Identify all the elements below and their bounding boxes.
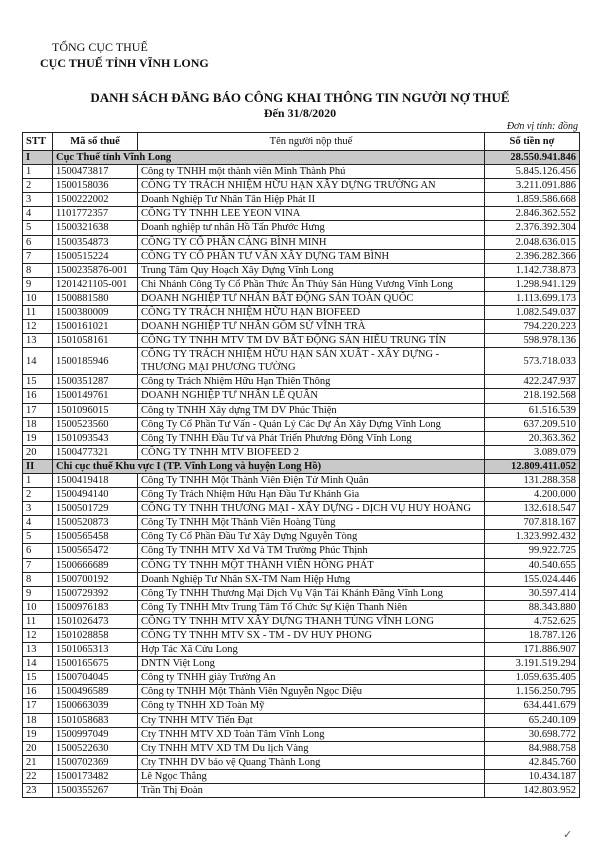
row-taxpayer-name: CÔNG TY TNHH THƯƠNG MẠI - XÂY DỰNG - DỊCH VỤ HUY HOÀNG xyxy=(138,502,485,516)
row-tax-code: 1500473817 xyxy=(53,165,138,179)
row-tax-code: 1500158036 xyxy=(53,179,138,193)
table-row xyxy=(23,629,580,643)
row-stt: 6 xyxy=(23,235,53,249)
row-amount: 10.434.187 xyxy=(485,769,580,783)
row-taxpayer-name: Trung Tâm Quy Hoạch Xây Dựng Vĩnh Long xyxy=(138,263,485,277)
group-total: 12.809.411.052 xyxy=(485,459,580,473)
row-stt: 3 xyxy=(23,193,53,207)
table-row xyxy=(23,277,580,291)
row-amount: 1.323.992.432 xyxy=(485,530,580,544)
table-row xyxy=(23,221,580,235)
row-amount: 1.082.549.037 xyxy=(485,306,580,320)
table-row xyxy=(23,488,580,502)
row-amount: 2.048.636.015 xyxy=(485,235,580,249)
row-tax-code: 1500173482 xyxy=(53,769,138,783)
row-taxpayer-name: Doanh Nghiệp Tư Nhân SX-TM Nam Hiệp Hưng xyxy=(138,572,485,586)
table-row xyxy=(23,375,580,389)
row-taxpayer-name: CÔNG TY TRÁCH NHIỆM HỮU HẠN BIOFEED xyxy=(138,306,485,320)
row-taxpayer-name: CÔNG TY TNHH MTV TM DV BẤT ĐỘNG SẢN HIẾU TRUNG TÍN xyxy=(138,334,485,348)
row-amount: 598.978.136 xyxy=(485,334,580,348)
row-stt: 14 xyxy=(23,657,53,671)
row-stt: 19 xyxy=(23,727,53,741)
table-row xyxy=(23,657,580,671)
row-tax-code: 1500380009 xyxy=(53,306,138,320)
row-tax-code: 1500165675 xyxy=(53,657,138,671)
row-tax-code: 1500354873 xyxy=(53,235,138,249)
row-tax-code: 1500881580 xyxy=(53,291,138,305)
row-taxpayer-name: Công Ty Cổ Phần Đầu Tư Xây Dựng Nguyễn Tòng xyxy=(138,530,485,544)
row-amount: 1.113.699.173 xyxy=(485,291,580,305)
row-taxpayer-name: CÔNG TY TNHH LEE YEON VINA xyxy=(138,207,485,221)
row-tax-code: 1500666689 xyxy=(53,558,138,572)
table-row xyxy=(23,784,580,798)
row-taxpayer-name: CÔNG TY TNHH MTV XÂY DỰNG THANH TÙNG VĨNH LONG xyxy=(138,614,485,628)
debtor-table xyxy=(22,132,580,798)
row-amount: 1.059.635.405 xyxy=(485,671,580,685)
row-stt: 13 xyxy=(23,643,53,657)
row-stt: 22 xyxy=(23,769,53,783)
row-amount: 5.845.126.456 xyxy=(485,165,580,179)
row-taxpayer-name: CÔNG TY TRÁCH NHIỆM HỮU HẠN XÂY DỰNG TRƯỜNG AN xyxy=(138,179,485,193)
row-amount: 1.859.586.668 xyxy=(485,193,580,207)
row-taxpayer-name: CÔNG TY TNHH MỘT THÀNH VIÊN HỒNG PHÁT xyxy=(138,558,485,572)
table-row xyxy=(23,713,580,727)
row-amount: 2.846.362.552 xyxy=(485,207,580,221)
row-tax-code: 1500235876-001 xyxy=(53,263,138,277)
row-tax-code: 1501058161 xyxy=(53,334,138,348)
row-amount: 637.209.510 xyxy=(485,417,580,431)
row-amount: 1.298.941.129 xyxy=(485,277,580,291)
table-row xyxy=(23,741,580,755)
row-taxpayer-name: Doanh nghiệp tư nhân Hồ Tấn Phước Hưng xyxy=(138,221,485,235)
table-row xyxy=(23,600,580,614)
row-amount: 61.516.539 xyxy=(485,403,580,417)
table-row xyxy=(23,699,580,713)
row-tax-code: 1501058683 xyxy=(53,713,138,727)
row-stt: 5 xyxy=(23,221,53,235)
unit-note: Đơn vị tính: đồng xyxy=(506,121,578,132)
table-row xyxy=(23,263,580,277)
row-tax-code: 1500997049 xyxy=(53,727,138,741)
row-taxpayer-name: DOANH NGHIỆP TƯ NHÂN GỐM SỨ VĨNH TRÀ xyxy=(138,320,485,334)
col-header-tax-code: Mã số thuế xyxy=(53,133,138,151)
table-row xyxy=(23,558,580,572)
row-stt: 4 xyxy=(23,207,53,221)
row-stt: 15 xyxy=(23,671,53,685)
row-tax-code: 1500522630 xyxy=(53,741,138,755)
table-row xyxy=(23,431,580,445)
table-row xyxy=(23,769,580,783)
row-taxpayer-name: Cty TNHH MTV Tiến Đạt xyxy=(138,713,485,727)
table-row xyxy=(23,502,580,516)
row-amount: 131.288.358 xyxy=(485,473,580,487)
row-stt: 12 xyxy=(23,320,53,334)
row-tax-code: 1500729392 xyxy=(53,586,138,600)
table-row xyxy=(23,403,580,417)
row-amount: 422.247.937 xyxy=(485,375,580,389)
row-stt: 18 xyxy=(23,417,53,431)
row-tax-code: 1500494140 xyxy=(53,488,138,502)
table-row xyxy=(23,348,580,375)
row-taxpayer-name: DOANH NGHIỆP TƯ NHÂN BẤT ĐỘNG SẢN TOÀN QUỐC xyxy=(138,291,485,305)
row-taxpayer-name: Doanh Nghiệp Tư Nhân Tân Hiệp Phát II xyxy=(138,193,485,207)
row-amount: 20.363.362 xyxy=(485,431,580,445)
table-row xyxy=(23,755,580,769)
row-stt: 17 xyxy=(23,699,53,713)
row-tax-code: 1500501729 xyxy=(53,502,138,516)
row-tax-code: 1201421105-001 xyxy=(53,277,138,291)
row-taxpayer-name: Công ty TNHH một thành viên Minh Thành Phú xyxy=(138,165,485,179)
row-tax-code: 1500565458 xyxy=(53,530,138,544)
row-amount: 142.803.952 xyxy=(485,784,580,798)
row-tax-code: 1500419418 xyxy=(53,473,138,487)
group-row xyxy=(23,151,580,165)
row-taxpayer-name: Cty TNHH DV bảo vệ Quang Thành Long xyxy=(138,755,485,769)
table-header-row xyxy=(23,133,580,151)
row-stt: 13 xyxy=(23,334,53,348)
row-stt: 12 xyxy=(23,629,53,643)
row-tax-code: 1501065313 xyxy=(53,643,138,657)
row-taxpayer-name: Công ty TNHH XD Toàn Mỹ xyxy=(138,699,485,713)
document-subtitle: Đến 31/8/2020 xyxy=(263,106,337,120)
row-taxpayer-name: Công ty Trách Nhiệm Hữu Hạn Thiên Thông xyxy=(138,375,485,389)
table-row xyxy=(23,445,580,459)
row-stt: 4 xyxy=(23,516,53,530)
row-tax-code: 1500663039 xyxy=(53,699,138,713)
group-stt: II xyxy=(23,459,53,473)
row-stt: 7 xyxy=(23,249,53,263)
row-stt: 18 xyxy=(23,713,53,727)
row-tax-code: 1500702369 xyxy=(53,755,138,769)
table-row xyxy=(23,671,580,685)
row-amount: 1.142.738.873 xyxy=(485,263,580,277)
row-taxpayer-name: Công ty TNHH Xây dựng TM DV Phúc Thiện xyxy=(138,403,485,417)
row-taxpayer-name: CÔNG TY TNHH MTV SX - TM - DV HUY PHONG xyxy=(138,629,485,643)
row-amount: 171.886.907 xyxy=(485,643,580,657)
row-amount: 65.240.109 xyxy=(485,713,580,727)
row-tax-code: 1500520873 xyxy=(53,516,138,530)
table-row xyxy=(23,643,580,657)
row-amount: 155.024.446 xyxy=(485,572,580,586)
row-tax-code: 1500704045 xyxy=(53,671,138,685)
row-amount: 634.441.679 xyxy=(485,699,580,713)
org-parent: TỔNG CỤC THUẾ xyxy=(52,40,148,54)
row-taxpayer-name: CÔNG TY TRÁCH NHIỆM HỮU HẠN SẢN XUẤT - XÂY DỰNG - THƯƠNG MẠI PHƯƠNG TƯỜNG xyxy=(138,348,485,375)
row-amount: 84.988.758 xyxy=(485,741,580,755)
row-amount: 707.818.167 xyxy=(485,516,580,530)
row-taxpayer-name: Công Ty TNHH Một Thành Viên Hoàng Tùng xyxy=(138,516,485,530)
row-stt: 11 xyxy=(23,614,53,628)
group-name: Cục Thuế tỉnh Vĩnh Long xyxy=(53,151,485,165)
table-row xyxy=(23,320,580,334)
row-taxpayer-name: Trần Thị Đoàn xyxy=(138,784,485,798)
row-taxpayer-name: Chi Nhánh Công Ty Cổ Phần Thức Ăn Thủy Sản Hùng Vương Vĩnh Long xyxy=(138,277,485,291)
row-tax-code: 1500321638 xyxy=(53,221,138,235)
row-stt: 1 xyxy=(23,473,53,487)
row-tax-code: 1500700192 xyxy=(53,572,138,586)
table-row xyxy=(23,586,580,600)
row-stt: 8 xyxy=(23,572,53,586)
row-amount: 573.718.033 xyxy=(485,348,580,375)
row-amount: 1.156.250.795 xyxy=(485,685,580,699)
row-taxpayer-name: DOANH NGHIỆP TƯ NHÂN LÊ QUÂN xyxy=(138,389,485,403)
row-tax-code: 1500565472 xyxy=(53,544,138,558)
col-header-stt: STT xyxy=(23,133,53,151)
row-amount: 42.845.760 xyxy=(485,755,580,769)
row-stt: 20 xyxy=(23,445,53,459)
row-amount: 3.191.519.294 xyxy=(485,657,580,671)
row-tax-code: 1500515224 xyxy=(53,249,138,263)
row-taxpayer-name: Công Ty Trách Nhiệm Hữu Hạn Đầu Tư Khánh Gia xyxy=(138,488,485,502)
table-row xyxy=(23,685,580,699)
group-name: Chi cục thuế Khu vực I (TP. Vĩnh Long và huyện Long Hồ) xyxy=(53,459,485,473)
table-row xyxy=(23,249,580,263)
row-stt: 11 xyxy=(23,306,53,320)
row-amount: 30.698.772 xyxy=(485,727,580,741)
row-tax-code: 1500355267 xyxy=(53,784,138,798)
row-taxpayer-name: Công Ty TNHH Thương Mại Dịch Vụ Vận Tải Khánh Đăng Vĩnh Long xyxy=(138,586,485,600)
row-tax-code: 1500149761 xyxy=(53,389,138,403)
row-amount: 218.192.568 xyxy=(485,389,580,403)
table-row xyxy=(23,544,580,558)
table-row xyxy=(23,165,580,179)
row-stt: 3 xyxy=(23,502,53,516)
row-stt: 10 xyxy=(23,291,53,305)
row-taxpayer-name: Hợp Tác Xã Cửu Long xyxy=(138,643,485,657)
row-stt: 14 xyxy=(23,348,53,375)
table-row xyxy=(23,306,580,320)
row-stt: 8 xyxy=(23,263,53,277)
row-tax-code: 1500222002 xyxy=(53,193,138,207)
row-taxpayer-name: Công Ty Cổ Phần Tư Vấn - Quản Lý Các Dự Án Xây Dựng Vĩnh Long xyxy=(138,417,485,431)
row-amount: 2.396.282.366 xyxy=(485,249,580,263)
row-tax-code: 1500477321 xyxy=(53,445,138,459)
row-stt: 5 xyxy=(23,530,53,544)
row-stt: 20 xyxy=(23,741,53,755)
group-row xyxy=(23,459,580,473)
row-tax-code: 1500161021 xyxy=(53,320,138,334)
row-tax-code: 1501026473 xyxy=(53,614,138,628)
row-stt: 6 xyxy=(23,544,53,558)
row-stt: 9 xyxy=(23,586,53,600)
row-stt: 23 xyxy=(23,784,53,798)
row-amount: 4.200.000 xyxy=(485,488,580,502)
table-row xyxy=(23,572,580,586)
row-tax-code: 1500496589 xyxy=(53,685,138,699)
row-tax-code: 1500976183 xyxy=(53,600,138,614)
row-taxpayer-name: CÔNG TY CỔ PHẦN CẢNG BÌNH MINH xyxy=(138,235,485,249)
group-total: 28.550.941.846 xyxy=(485,151,580,165)
row-amount: 3.211.091.886 xyxy=(485,179,580,193)
row-tax-code: 1500523560 xyxy=(53,417,138,431)
row-tax-code: 1500185946 xyxy=(53,348,138,375)
table-row xyxy=(23,516,580,530)
row-taxpayer-name: Công Ty TNHH Một Thành Viên Điện Tử Minh Quân xyxy=(138,473,485,487)
row-amount: 18.787.126 xyxy=(485,629,580,643)
row-tax-code: 1501096015 xyxy=(53,403,138,417)
row-taxpayer-name: Công ty TNHH Một Thành Viên Nguyễn Ngọc Diệu xyxy=(138,685,485,699)
table-row xyxy=(23,207,580,221)
row-stt: 16 xyxy=(23,389,53,403)
row-stt: 7 xyxy=(23,558,53,572)
row-tax-code: 1500351287 xyxy=(53,375,138,389)
row-tax-code: 1501028858 xyxy=(53,629,138,643)
row-amount: 4.752.625 xyxy=(485,614,580,628)
col-header-amount: Số tiền nợ xyxy=(485,133,580,151)
row-taxpayer-name: Cty TNHH MTV XD TM Du lịch Vàng xyxy=(138,741,485,755)
row-taxpayer-name: Cty TNHH MTV XD Toàn Tâm Vĩnh Long xyxy=(138,727,485,741)
document-title: DANH SÁCH ĐĂNG BÁO CÔNG KHAI THÔNG TIN NGƯỜI NỢ THUẾ xyxy=(90,90,510,105)
row-taxpayer-name: Công Ty TNHH Mtv Trung Tâm Tổ Chức Sự Kiện Thanh Niên xyxy=(138,600,485,614)
row-tax-code: 1501093543 xyxy=(53,431,138,445)
row-stt: 2 xyxy=(23,179,53,193)
table-row xyxy=(23,334,580,348)
row-amount: 132.618.547 xyxy=(485,502,580,516)
row-taxpayer-name: CÔNG TY CỔ PHẦN TƯ VẤN XÂY DỰNG TAM BÌNH xyxy=(138,249,485,263)
table-row xyxy=(23,389,580,403)
row-taxpayer-name: Công Ty TNHH Đầu Tư và Phát Triển Phương Đông Vĩnh Long xyxy=(138,431,485,445)
row-tax-code: 1101772357 xyxy=(53,207,138,221)
row-amount: 88.343.880 xyxy=(485,600,580,614)
row-amount: 40.540.655 xyxy=(485,558,580,572)
row-stt: 17 xyxy=(23,403,53,417)
table-row xyxy=(23,193,580,207)
row-stt: 15 xyxy=(23,375,53,389)
row-taxpayer-name: DNTN Việt Long xyxy=(138,657,485,671)
row-stt: 19 xyxy=(23,431,53,445)
org-name: CỤC THUẾ TỈNH VĨNH LONG xyxy=(40,56,209,70)
row-taxpayer-name: CÔNG TY TNHH MTV BIOFEED 2 xyxy=(138,445,485,459)
table-row xyxy=(23,614,580,628)
table-row xyxy=(23,530,580,544)
group-stt: I xyxy=(23,151,53,165)
row-taxpayer-name: Công Ty TNHH MTV Xd Và TM Trường Phúc Thịnh xyxy=(138,544,485,558)
row-stt: 1 xyxy=(23,165,53,179)
row-taxpayer-name: Lê Ngọc Thắng xyxy=(138,769,485,783)
row-stt: 2 xyxy=(23,488,53,502)
row-stt: 10 xyxy=(23,600,53,614)
row-amount: 99.922.725 xyxy=(485,544,580,558)
table-row xyxy=(23,473,580,487)
row-stt: 16 xyxy=(23,685,53,699)
table-row xyxy=(23,291,580,305)
row-amount: 3.089.079 xyxy=(485,445,580,459)
row-amount: 30.597.414 xyxy=(485,586,580,600)
row-amount: 2.376.392.304 xyxy=(485,221,580,235)
page-mark: ✓ xyxy=(563,829,573,841)
table-row xyxy=(23,727,580,741)
table-body xyxy=(23,151,580,798)
row-stt: 21 xyxy=(23,755,53,769)
table-row xyxy=(23,417,580,431)
row-taxpayer-name: Công ty TNHH giày Trường An xyxy=(138,671,485,685)
table-row xyxy=(23,235,580,249)
col-header-taxpayer-name: Tên người nộp thuế xyxy=(138,133,485,151)
table-row xyxy=(23,179,580,193)
row-amount: 794.220.223 xyxy=(485,320,580,334)
row-stt: 9 xyxy=(23,277,53,291)
